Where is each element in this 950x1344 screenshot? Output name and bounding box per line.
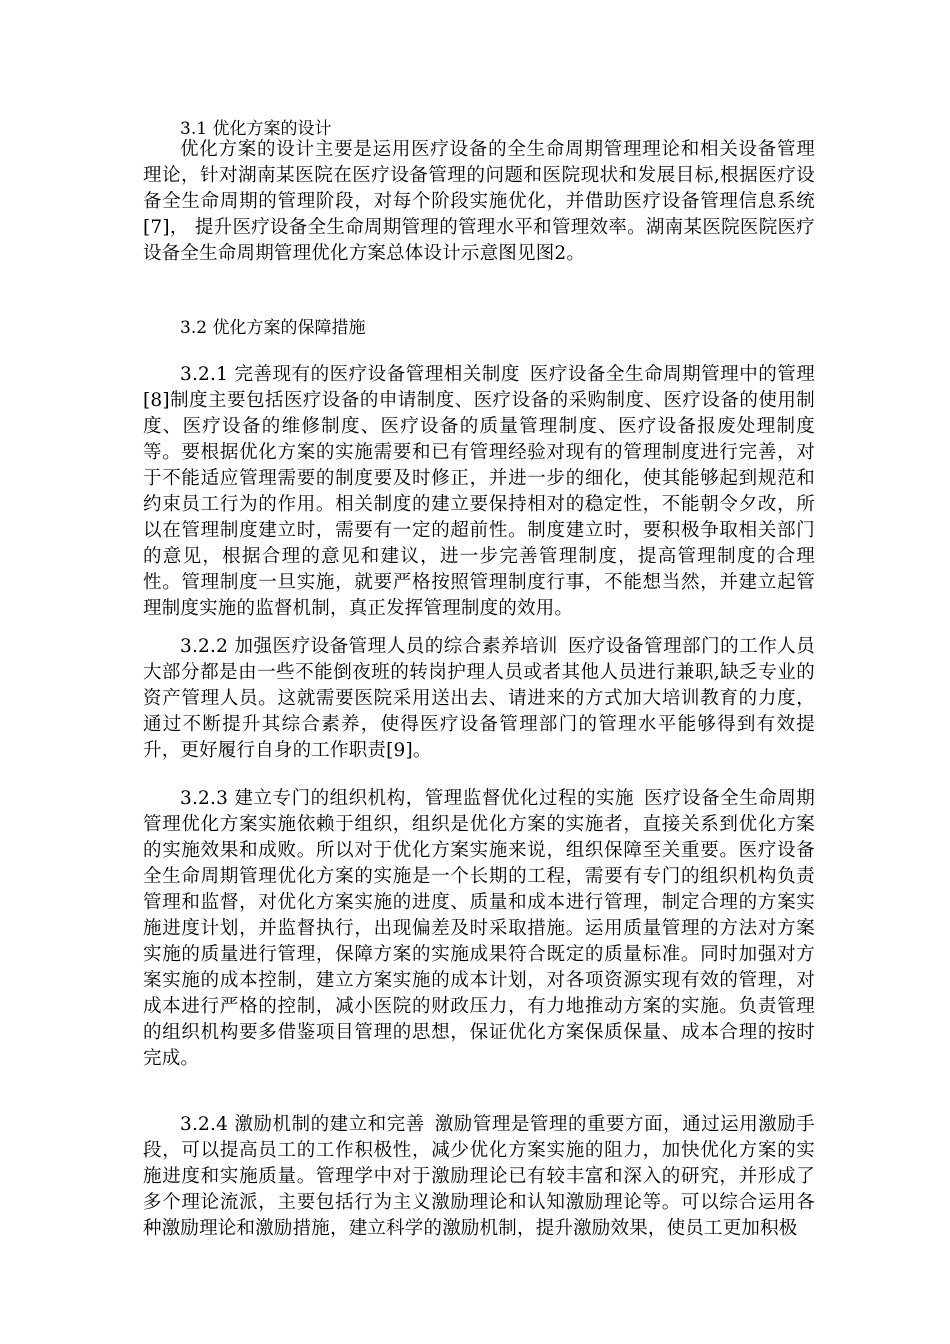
paragraph-3-2-1-body: 医疗设备全生命周期管理中的管理[8]制度主要包括医疗设备的申请制度、医疗设备的采购制度、医疗设备的使用制度、医疗设备的维修制度、医疗设备的质量管理制度、医疗设备报废处理制度等。要根据优化方案的实施需要和已有管理经验对现有的管理制度进行完善，对于不能适应管理需要的制度要及时修正，并进一步的细化，使其能够起到规范和约束员工行为的作用。相关制度的建立要保持相对的稳定性，不能朝令夕改，所以在管理制度建立时，需要有一定的超前性。制度建立时，要积极争取相关部门的意见，根据合理的意见和建议，进一步完善管理制度，提高管理制度的合理性。管理制度一旦实施，就要严格按照管理制度行事，不能想当然，并建立起管理制度实施的监督机制，真正发挥管理制度的效用。 (143, 364, 815, 619)
paragraph-3-2-4 (143, 1112, 815, 1242)
paragraph-3-2-3-body: 医疗设备全生命周期管理优化方案实施依赖于组织，组织是优化方案的实施者，直接关系到优化方案的实施效果和成败。所以对于优化方案实施来说，组织保障至关重要。医疗设备全生命周期管理优化方案的实施是一个长期的工程，需要有专门的组织机构负责管理和监督，对优化方案实施的进度、质量和成本进行管理，制定合理的方案实施进度计划，并监督执行，出现偏差及时采取措施。运用质量管理的方法对方案实施的质量进行管理，保障方案的实施成果符合既定的质量标准。同时加强对方案实施的成本控制，建立方案实施的成本计划，对各项资源实现有效的管理，对成本进行严格的控制，减小医院的财政压力，有力地推动方案的实施。负责管理的组织机构要多借鉴项目管理的思想，保证优化方案保质保量、成本合理的按时完成。 (143, 788, 815, 1069)
paragraph-3-2-1 (143, 362, 815, 622)
subsection-heading-3-2-3: 3.2.3 建立专门的组织机构，管理监督优化过程的实施 (180, 788, 635, 809)
paragraph-3-2-2 (143, 634, 815, 764)
paragraph-3-2-3 (143, 786, 815, 1072)
section-heading-3-2: 3.2 优化方案的保障措施 (180, 318, 366, 338)
subsection-heading-3-2-1: 3.2.1 完善现有的医疗设备管理相关制度 (180, 364, 520, 385)
paragraph-3-1: 优化方案的设计主要是运用医疗设备的全生命周期管理理论和相关设备管理理论，针对湖南某医院在医疗设备管理的问题和医院现状和发展目标,根据医疗设备全生命周期的管理阶段，对每个阶段实施优化，并借助医疗设备管理信息系统[7]， 提升医疗设备全生命周期管理的管理水平和管理效率。湖南某医院医院医疗设备全生命周期管理优化方案总体设计示意图见图2。 (143, 139, 815, 264)
paragraph-3-2-2-body: 医疗设备管理部门的工作人员大部分都是由一些不能倒夜班的转岗护理人员或者其他人员进行兼职,缺乏专业的资产管理人员。这就需要医院采用送出去、请进来的方式加大培训教育的力度，通过不断提升其综合素养，使得医疗设备管理部门的管理水平能够得到有效提升，更好履行自身的工作职责[9]。 (143, 636, 815, 761)
section-heading-3-1: 3.1 优化方案的设计 (180, 119, 332, 139)
paragraph-3-2-4-body: 激励管理是管理的重要方面，通过运用激励手段，可以提高员工的工作积极性，减少优化方案实施的阻力，加快优化方案的实施进度和实施质量。管理学中对于激励理论已有较丰富和深入的研究，并形成了多个理论流派，主要包括行为主义激励理论和认知激励理论等。可以综合运用各种激励理论和激励措施，建立科学的激励机制，提升激励效果，使员工更加积极 (143, 1114, 815, 1239)
subsection-heading-3-2-2: 3.2.2 加强医疗设备管理人员的综合素养培训 (180, 636, 558, 657)
subsection-heading-3-2-4: 3.2.4 激励机制的建立和完善 (180, 1114, 425, 1135)
